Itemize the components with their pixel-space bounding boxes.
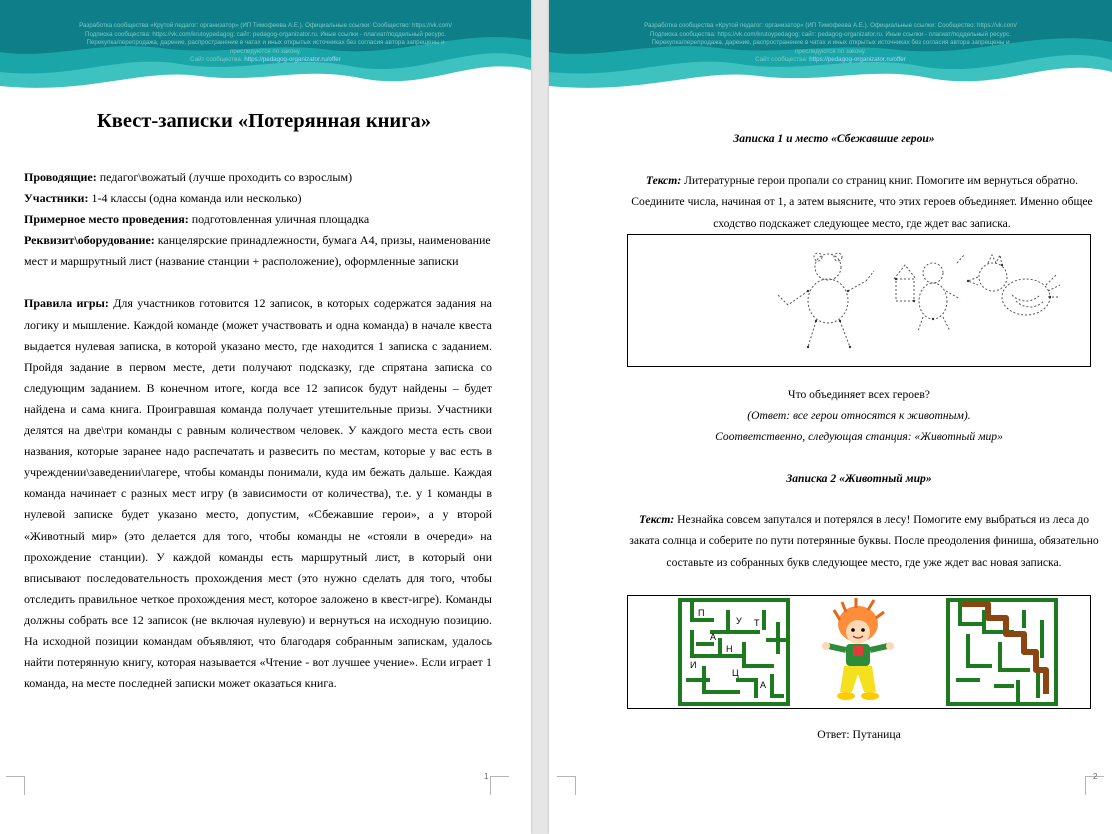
crop-mark-left xyxy=(6,776,25,795)
text-label: Текст: xyxy=(638,513,675,526)
field-label: Участники: xyxy=(24,191,89,206)
field-label: Проводящие: xyxy=(24,170,97,184)
connect-dots-heroes-illustration xyxy=(628,235,1090,366)
header-line: Подписка сообщества: https://vk.com/krutoypedagog; сайт: pedagog-organizator.ru. Иные ссылки - плагиат/поддельный ресурс. xyxy=(650,30,1011,38)
header-line xyxy=(569,56,1092,65)
field-value: 1-4 классы (одна команда или несколько) xyxy=(88,191,302,206)
page-number: 1 xyxy=(484,772,489,781)
header-line: Перекупка/перепродажа, дарение, распространение в чатах и иных открытых источниках без согласия автора запрещены и xyxy=(86,39,445,47)
page1-body xyxy=(24,167,492,694)
maze-letter-3: А xyxy=(710,632,717,642)
field-venue xyxy=(24,209,492,230)
maze-figure xyxy=(627,595,1091,709)
field-hosts xyxy=(24,167,492,188)
neznayka-character xyxy=(822,598,894,700)
document-page-2 xyxy=(549,0,1112,834)
note1-text xyxy=(627,170,1097,234)
note1-title: Записка 1 и место «Сбежавшие герои» xyxy=(733,132,935,145)
header-line: Подписка сообщества: https://vk.com/krutoypedagog; сайт: pedagog-organizator.ru. Иные ссылки - плагиат/поддельный ресурс. xyxy=(85,30,446,38)
document-page-1 xyxy=(0,0,531,834)
header-site-label: Сайт сообщества: xyxy=(190,56,243,64)
question: Что объединяет всех героев? xyxy=(788,388,930,401)
note1-body: Литературные герои пропали со страниц книг. Помогите им вернуться обратно. Соедините числа, начиная от 1, а затем выясните, что этих героев объединяет. Именно общее сходство подскажет следующее место, где ждет вас записка. xyxy=(631,174,1093,230)
rules-text: Для участников готовится 12 записок, в которых содержатся задания на логику и мышление. Каждой команде (может участвовать и одна команда) в начале квеста выдается нулевая записка, в которой указано место, где находится 1 записка с заданием. Пройдя задание в первом месте, дети получают подсказку, где спрятана записка со следующим заданием. В конечном итоге, когда все 12 записок будут найдены – будет найдена и сама книга. Проигравшая команда получает утешительные призы. Участники делятся на две\три команды с равным количеством человек. У каждого места есть свои названия, которые заранее надо распечатать и развесить по местам, которые у вас есть в учреждении\заведении\лагере, чтобы команды понимали, куда им бежать дальше. Каждая команда начинает с разных мест игру (в зависимости от количества), т.е. у 1 команды в нулевой записке будет указано место, допустим, «Сбежавшие герои», а у второй «Животный мир» (это делается для того, чтобы команды не «стояли в очереди» на прохождение станции). У каждой команды есть маршрутный лист, в который они вписывают последовательность прохождения мест (это нужно сделать для того, чтобы отследить правильное четкое прохождения мест, которое заложено в квест-игре). Команды должны собрать все 12 записок (не включая нулевую) и вернуться на исходную позицию. На исходной позиции командам объявляют, что благодаря собранным запискам, удалось найти потерянную книгу, которая называется «Чтение - вот лучшее учение». Если играет 1 команда, на месте последней записки может оказаться книга. xyxy=(24,296,492,691)
header-site-link[interactable]: https://pedagog-organizator.ru/offer xyxy=(809,56,906,64)
header-line: Разработка сообщества «Крутой педагог: организатор» (ИП Тимофеева А.Е.). Официальные ссылки: Сообщество: https://vk.com/ xyxy=(644,22,1017,29)
maze-left xyxy=(680,600,788,704)
copyright-header xyxy=(569,22,1092,65)
next-station: Соответственно, следующая станция: «Животный мир» xyxy=(715,430,1003,443)
header-line: Перекупка/перепродажа, дарение, распространение в чатах и иных открытых источниках без согласия автора запрещены и xyxy=(651,39,1010,47)
note2-title: Записка 2 «Животный мир» xyxy=(786,472,932,485)
maze-letter-0: П xyxy=(698,608,705,618)
page-number: 2 xyxy=(1093,772,1098,781)
answer2: Ответ: Путаница xyxy=(817,728,901,741)
field-value: канцелярские принадлежности, бумага А4, призы, наименование мест и маршрутный лист (название станции + расположение), оформленные записки xyxy=(24,233,491,269)
maze-illustration xyxy=(628,596,1090,708)
note2-text xyxy=(627,509,1101,573)
copyright-header xyxy=(20,22,511,65)
document-title: Квест-записки «Потерянная книга» xyxy=(96,110,432,132)
note2-body: Незнайка совсем запутался и потерялся в лесу! Помогите ему выбраться из леса до заката солнца и соберите по пути потерянные буквы. После преодоления финиша, обязательно составьте из собранных букв следующее место, где уже ждет вас новая записка. xyxy=(629,513,1099,569)
field-participants xyxy=(24,188,492,209)
rules-label: Правила игры: xyxy=(24,296,109,311)
field-label: Примерное место проведения: xyxy=(24,212,189,227)
connect-dots-figure xyxy=(627,234,1091,367)
crop-mark-right xyxy=(490,776,509,795)
field-value: педагог\вожатый (лучше проходить со взрослым) xyxy=(96,170,353,184)
field-value: подготовленная уличная площадка xyxy=(188,212,370,227)
maze-letter-2: Т xyxy=(754,618,760,628)
maze-letter-1: У xyxy=(736,616,742,626)
header-site-link[interactable]: https://pedagog-organizator.ru/offer xyxy=(244,56,341,64)
field-equipment xyxy=(24,230,492,272)
header-line: преследуются по закону. xyxy=(795,47,866,55)
answer1: (Ответ: все герои относятся к животным). xyxy=(747,409,971,422)
maze-letter-7: А xyxy=(760,680,767,690)
rules-paragraph xyxy=(24,293,492,694)
header-line: преследуются по закону. xyxy=(230,47,301,55)
maze-letter-6: Ц xyxy=(732,668,739,678)
maze-letter-5: И xyxy=(690,660,697,670)
maze-letter-4: Н xyxy=(726,644,733,654)
header-line xyxy=(20,56,511,65)
field-label: Реквизит\оборудование: xyxy=(24,233,155,248)
crop-mark-left xyxy=(557,776,576,795)
header-line: Разработка сообщества «Крутой педагог: организатор» (ИП Тимофеева А.Е.). Официальные ссылки: Сообщество: https://vk.com/ xyxy=(79,22,452,29)
header-site-label: Сайт сообщества: xyxy=(755,56,808,64)
text-label: Текст: xyxy=(645,174,682,187)
